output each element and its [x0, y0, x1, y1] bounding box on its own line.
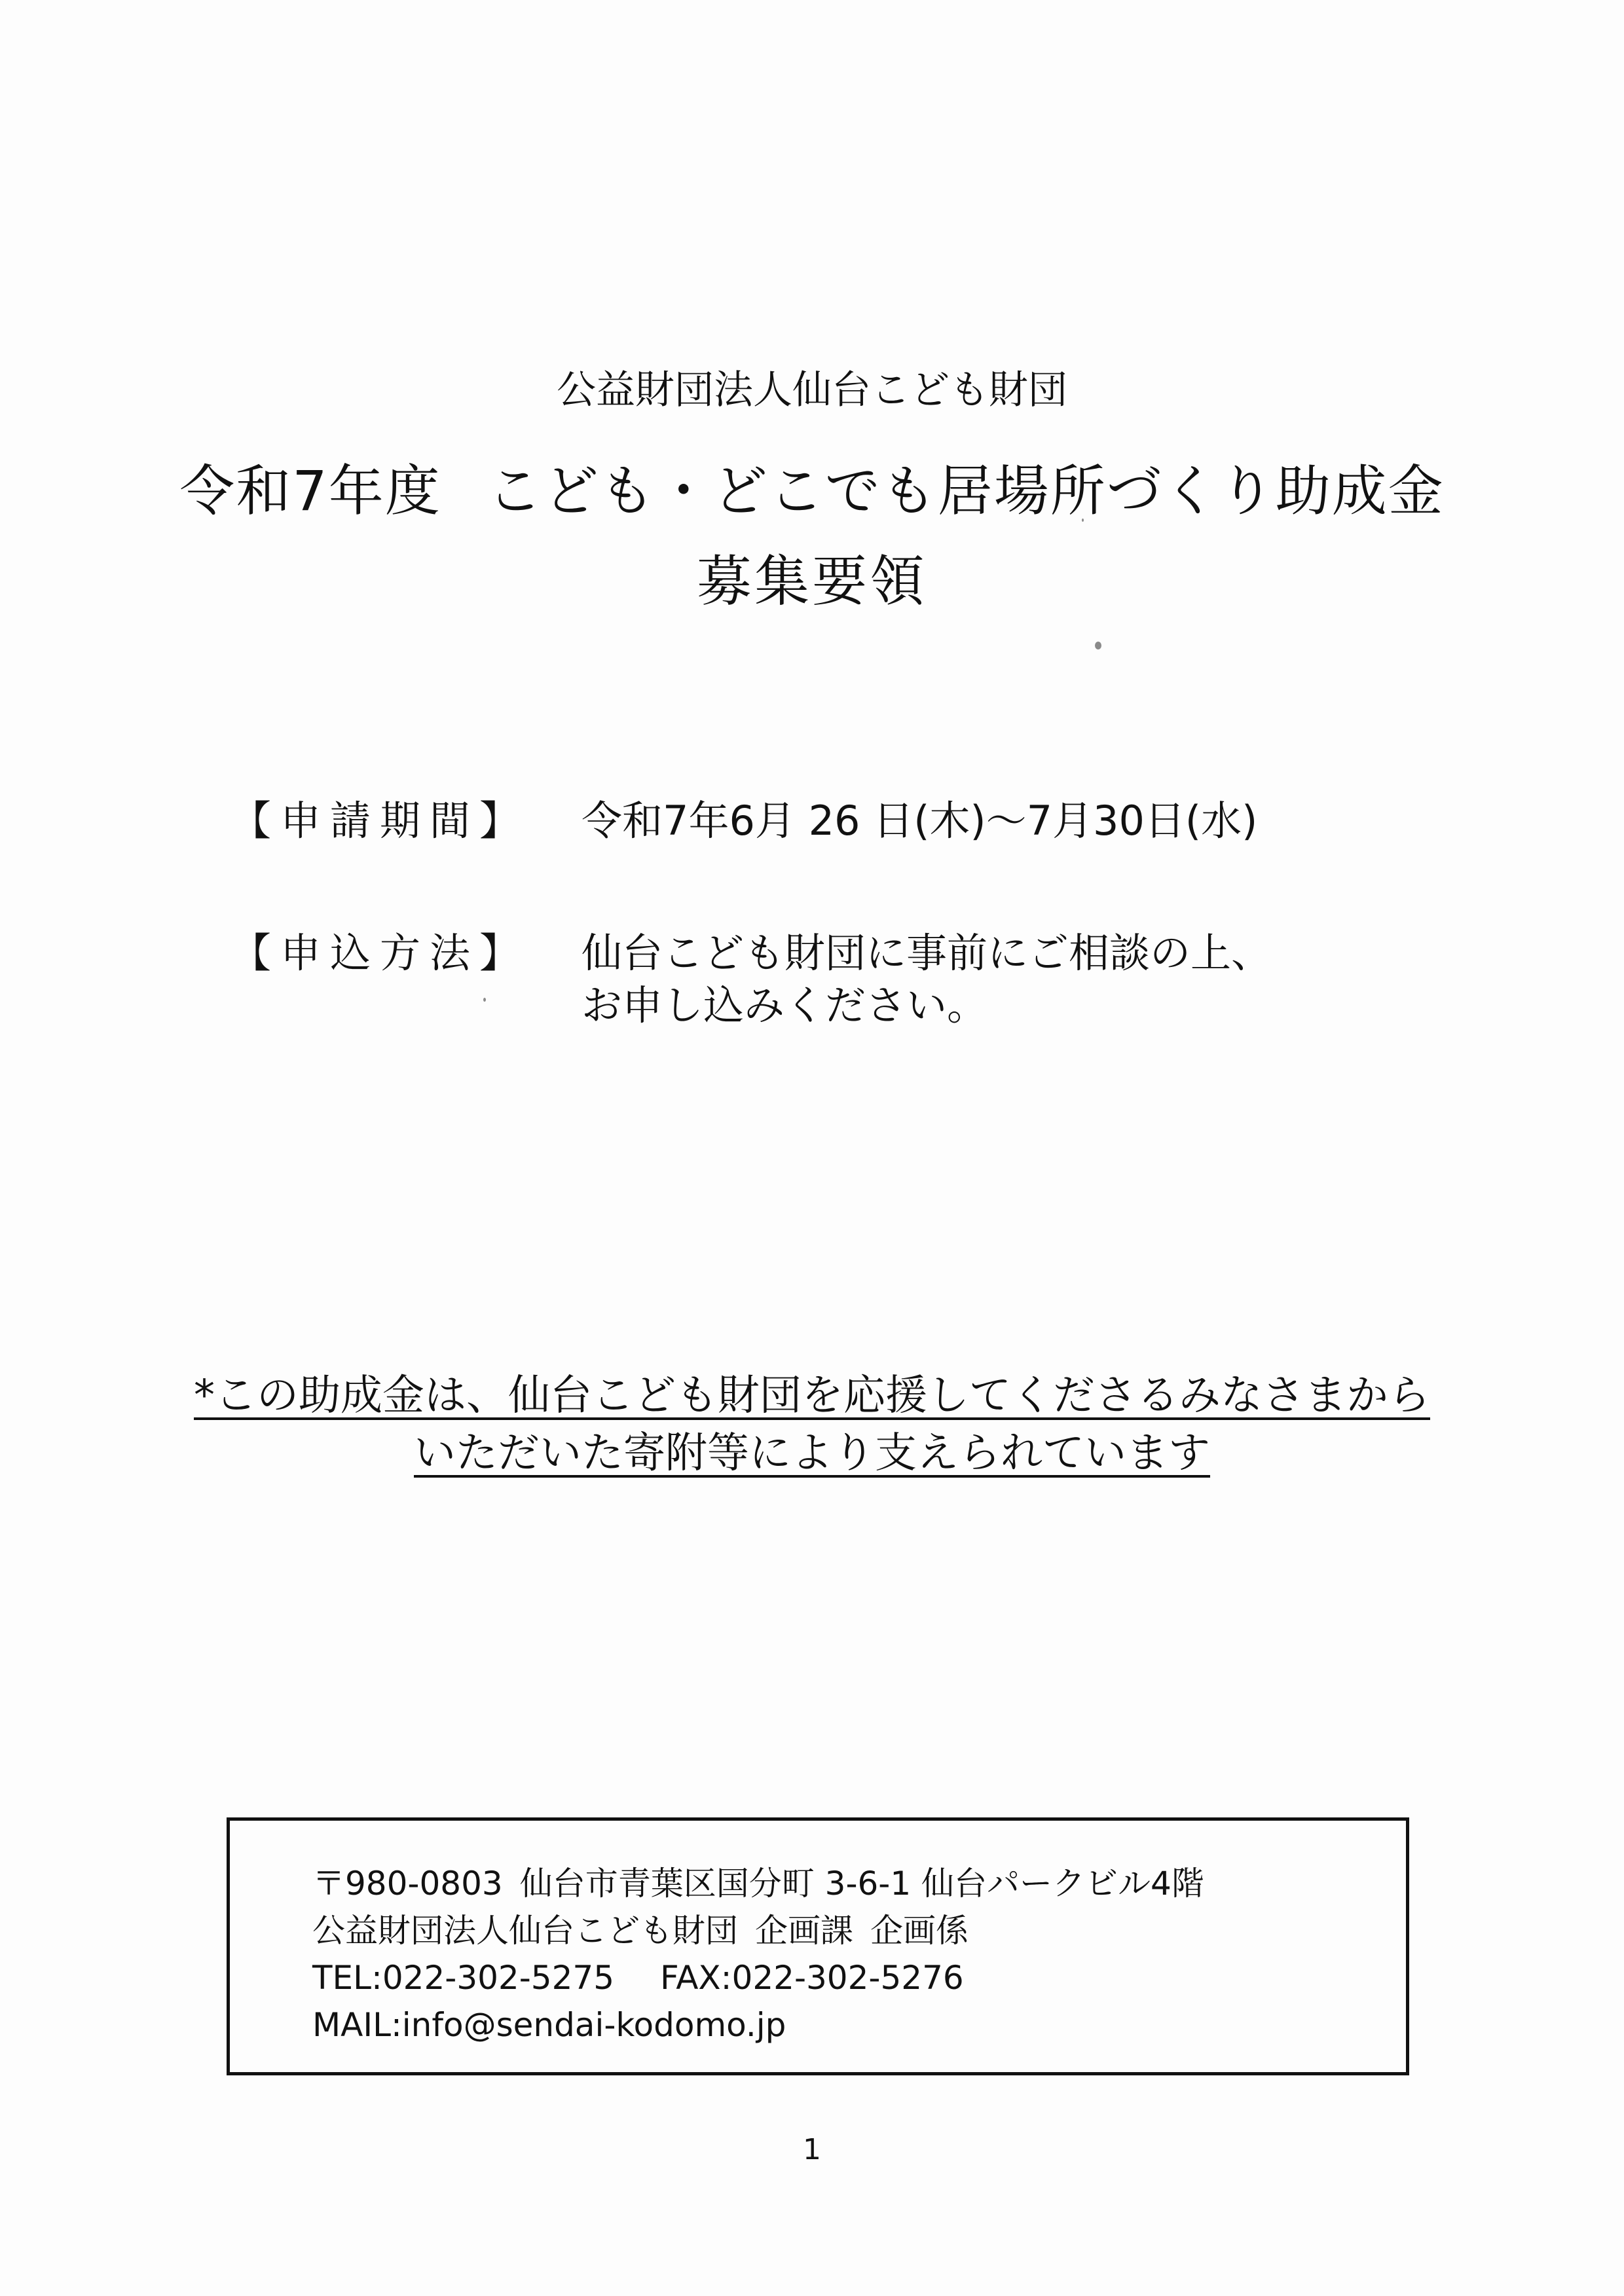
scan-speck: [1095, 642, 1101, 649]
contact-organization-line: [312, 1907, 1204, 1954]
funding-notice-line: *この助成金は、仙台こども財団を応援してくださるみなさまから: [194, 1372, 1430, 1420]
contact-address-line: [312, 1860, 1204, 1907]
contact-section: 企画係: [870, 1912, 969, 1950]
contact-mail-line: [312, 2001, 1204, 2049]
page-number: 1: [803, 2133, 821, 2166]
application-method-label: 【申込方法】: [231, 929, 530, 977]
contact-department: 企画課: [755, 1912, 853, 1950]
funding-notice: [0, 1367, 1624, 1425]
contact-lines: [312, 1860, 1204, 2049]
application-period-value: 令和7年6月 26 日(木)～7月30日(水): [581, 797, 1258, 845]
application-method-value: [581, 927, 1272, 1032]
postal-code: 〒980-0803: [312, 1865, 503, 1903]
contact-tel: TEL:022-302-5275: [312, 1959, 615, 1997]
application-period-label: 【申請期間】: [231, 797, 530, 845]
contact-fax: FAX:022-302-5276: [660, 1959, 964, 1997]
funding-notice-line: いただいた寄附等により支えられています: [414, 1429, 1210, 1478]
title-fiscal-year: 令和7年度: [179, 459, 441, 523]
title-grant-name: こども・どこでも居場所づくり助成金: [487, 459, 1445, 523]
contact-info-box: [227, 1817, 1409, 2075]
application-method-line: 仙台こども財団に事前にご相談の上、: [581, 929, 1272, 977]
contact-email: MAIL:info@sendai-kodomo.jp: [312, 2006, 786, 2044]
organization-header: 公益財団法人仙台こども財団: [557, 367, 1067, 413]
application-method-line: お申し込みください。: [581, 981, 988, 1029]
contact-organization: 公益財団法人仙台こども財団: [312, 1912, 738, 1950]
contact-phone-line: [312, 1954, 1204, 2001]
document-title: [0, 458, 1624, 524]
funding-notice: [0, 1425, 1624, 1482]
street-address: 仙台市青葉区国分町 3-6-1 仙台パークビル4階: [519, 1865, 1204, 1903]
scan-speck: [483, 998, 486, 1002]
document-subtitle: 募集要領: [696, 549, 927, 613]
